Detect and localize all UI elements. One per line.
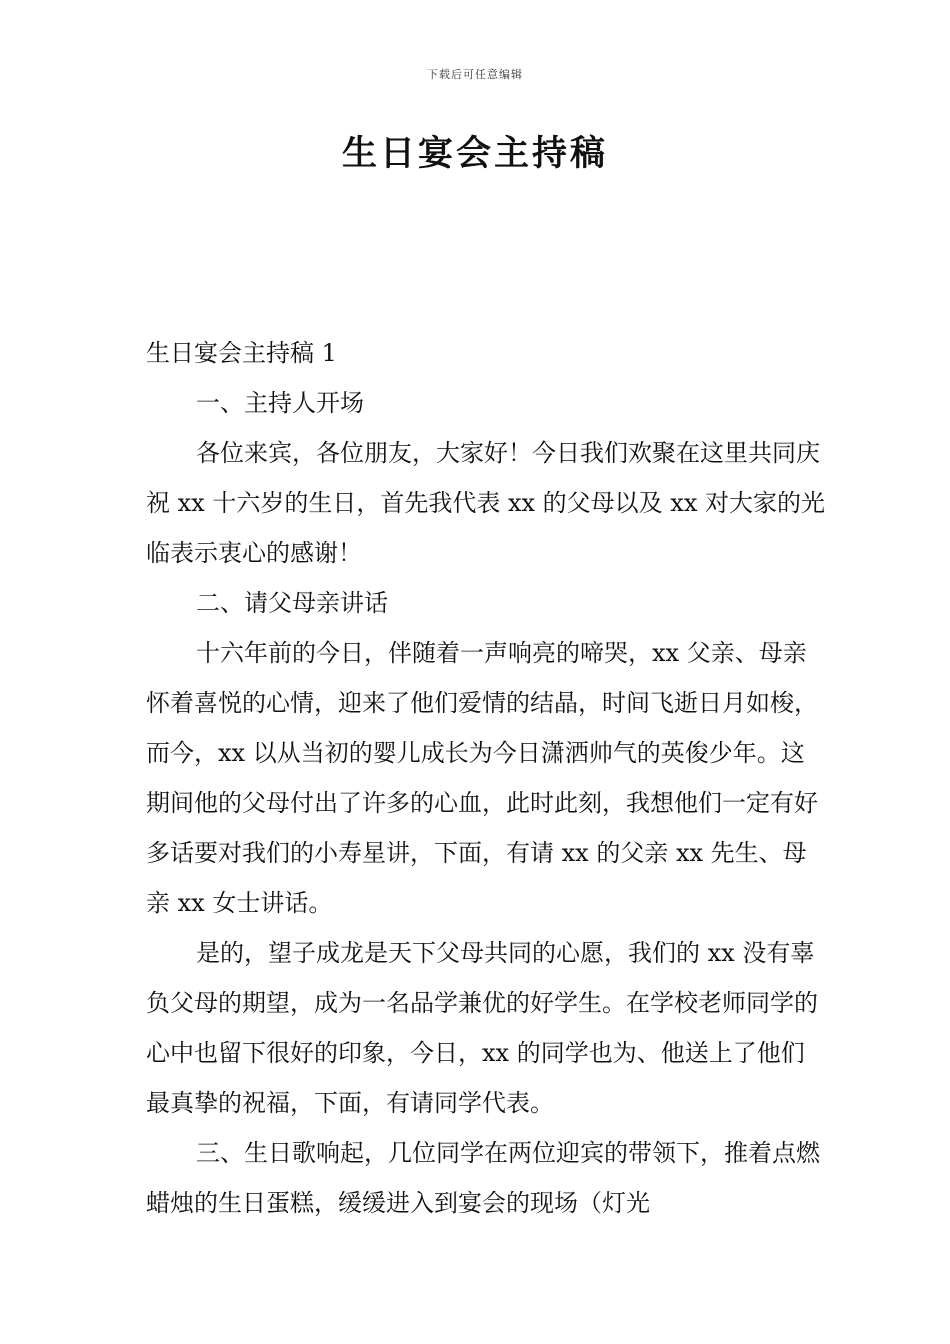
paragraph-3: 二、请父母亲讲话 xyxy=(196,589,388,617)
section-heading: 生日宴会主持稿 1 xyxy=(146,339,337,367)
document-title: 生日宴会主持稿 xyxy=(341,134,608,174)
paragraph-1: 一、主持人开场 xyxy=(196,389,364,417)
paragraph-5: 是的，望子成龙是天下父母共同的心愿，我们的 xx 没有辜负父母的期望，成为一名品学兼优的好学生。在学校老师同学的心中也留下很好的印象，今日，xx 的同学也为、他送上了他们最真挚的祝福，下面，有请同学代表。 xyxy=(146,939,818,1117)
paragraph-2: 各位来宾，各位朋友，大家好！今日我们欢聚在这里共同庆祝 xx 十六岁的生日，首先我代表 xx 的父母以及 xx 对大家的光临表示衷心的感谢！ xyxy=(146,439,825,567)
paragraph-4: 十六年前的今日，伴随着一声响亮的啼哭，xx 父亲、母亲怀着喜悦的心情，迎来了他们爱情的结晶，时间飞逝日月如梭，而今，xx 以从当初的婴儿成长为今日潇洒帅气的英俊少年。这期间他的父母付出了许多的心血，此时此刻，我想他们一定有好多话要对我们的小寿星讲，下面，有请 xx 的父亲 xx 先生、母亲 xx 女士讲话。 xyxy=(146,639,818,917)
paragraph-6: 三、生日歌响起，几位同学在两位迎宾的带领下，推着点燃蜡烛的生日蛋糕，缓缓进入到宴会的现场（灯光 xyxy=(146,1139,820,1217)
document-body xyxy=(146,328,826,1228)
header-note: 下载后可任意编辑 xyxy=(427,68,523,81)
